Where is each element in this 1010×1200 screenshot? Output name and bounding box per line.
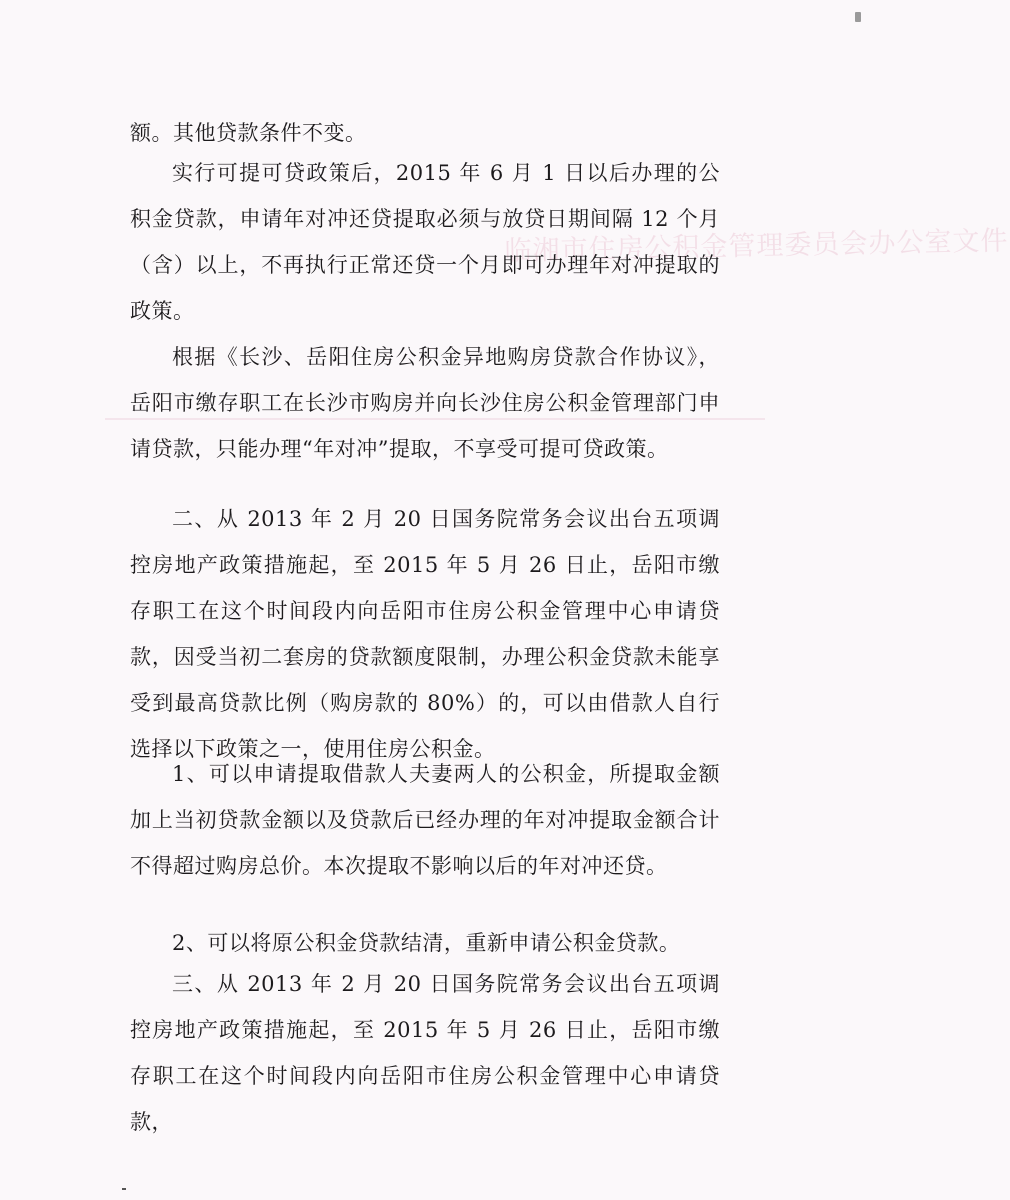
paragraph-section-two: 二、从 2013 年 2 月 20 日国务院常务会议出台五项调控房地产政策措施起，至 2015 年 5 月 26 日止，岳阳市缴存职工在这个时间段内向岳阳市住房公积金管理中心申请贷款，因受当初二套房的贷款额度限制，办理公积金贷款未能享受到最高贷款比例（购房款的 80%）的，可以由借款人自行选择以下政策之一，使用住房公积金。 bbox=[130, 507, 720, 761]
scan-edge-mark bbox=[855, 12, 861, 22]
scan-corner-mark bbox=[122, 1188, 126, 1190]
paragraph-option-one: 1、可以申请提取借款人夫妻两人的公积金，所提取金额加上当初贷款金额以及贷款后已经办理的年对冲提取金额合计不得超过购房总价。本次提取不影响以后的年对冲还贷。 bbox=[130, 762, 720, 878]
paragraph-section-three: 三、从 2013 年 2 月 20 日国务院常务会议出台五项调控房地产政策措施起，至 2015 年 5 月 26 日止，岳阳市缴存职工在这个时间段内向岳阳市住房公积金管理中心申请贷款， bbox=[130, 972, 720, 1134]
paragraph-continuation: 额。其他贷款条件不变。 bbox=[130, 121, 367, 145]
paragraph-policy-interval: 实行可提可贷政策后，2015 年 6 月 1 日以后办理的公积金贷款，申请年对冲还贷提取必须与放贷日期间隔 12 个月（含）以上，不再执行正常还贷一个月即可办理年对冲提取的政策。 bbox=[130, 161, 720, 323]
bleed-through-heading: 临湘市住房公积金管理委员会办公室文件 bbox=[504, 225, 1009, 268]
paragraph-option-two: 2、可以将原公积金贷款结清，重新申请公积金贷款。 bbox=[172, 931, 681, 955]
paragraph-changsha-agreement: 根据《长沙、岳阳住房公积金异地购房贷款合作协议》，岳阳市缴存职工在长沙市购房并向长沙住房公积金管理部门申请贷款，只能办理“年对冲”提取，不享受可提可贷政策。 bbox=[130, 345, 720, 461]
